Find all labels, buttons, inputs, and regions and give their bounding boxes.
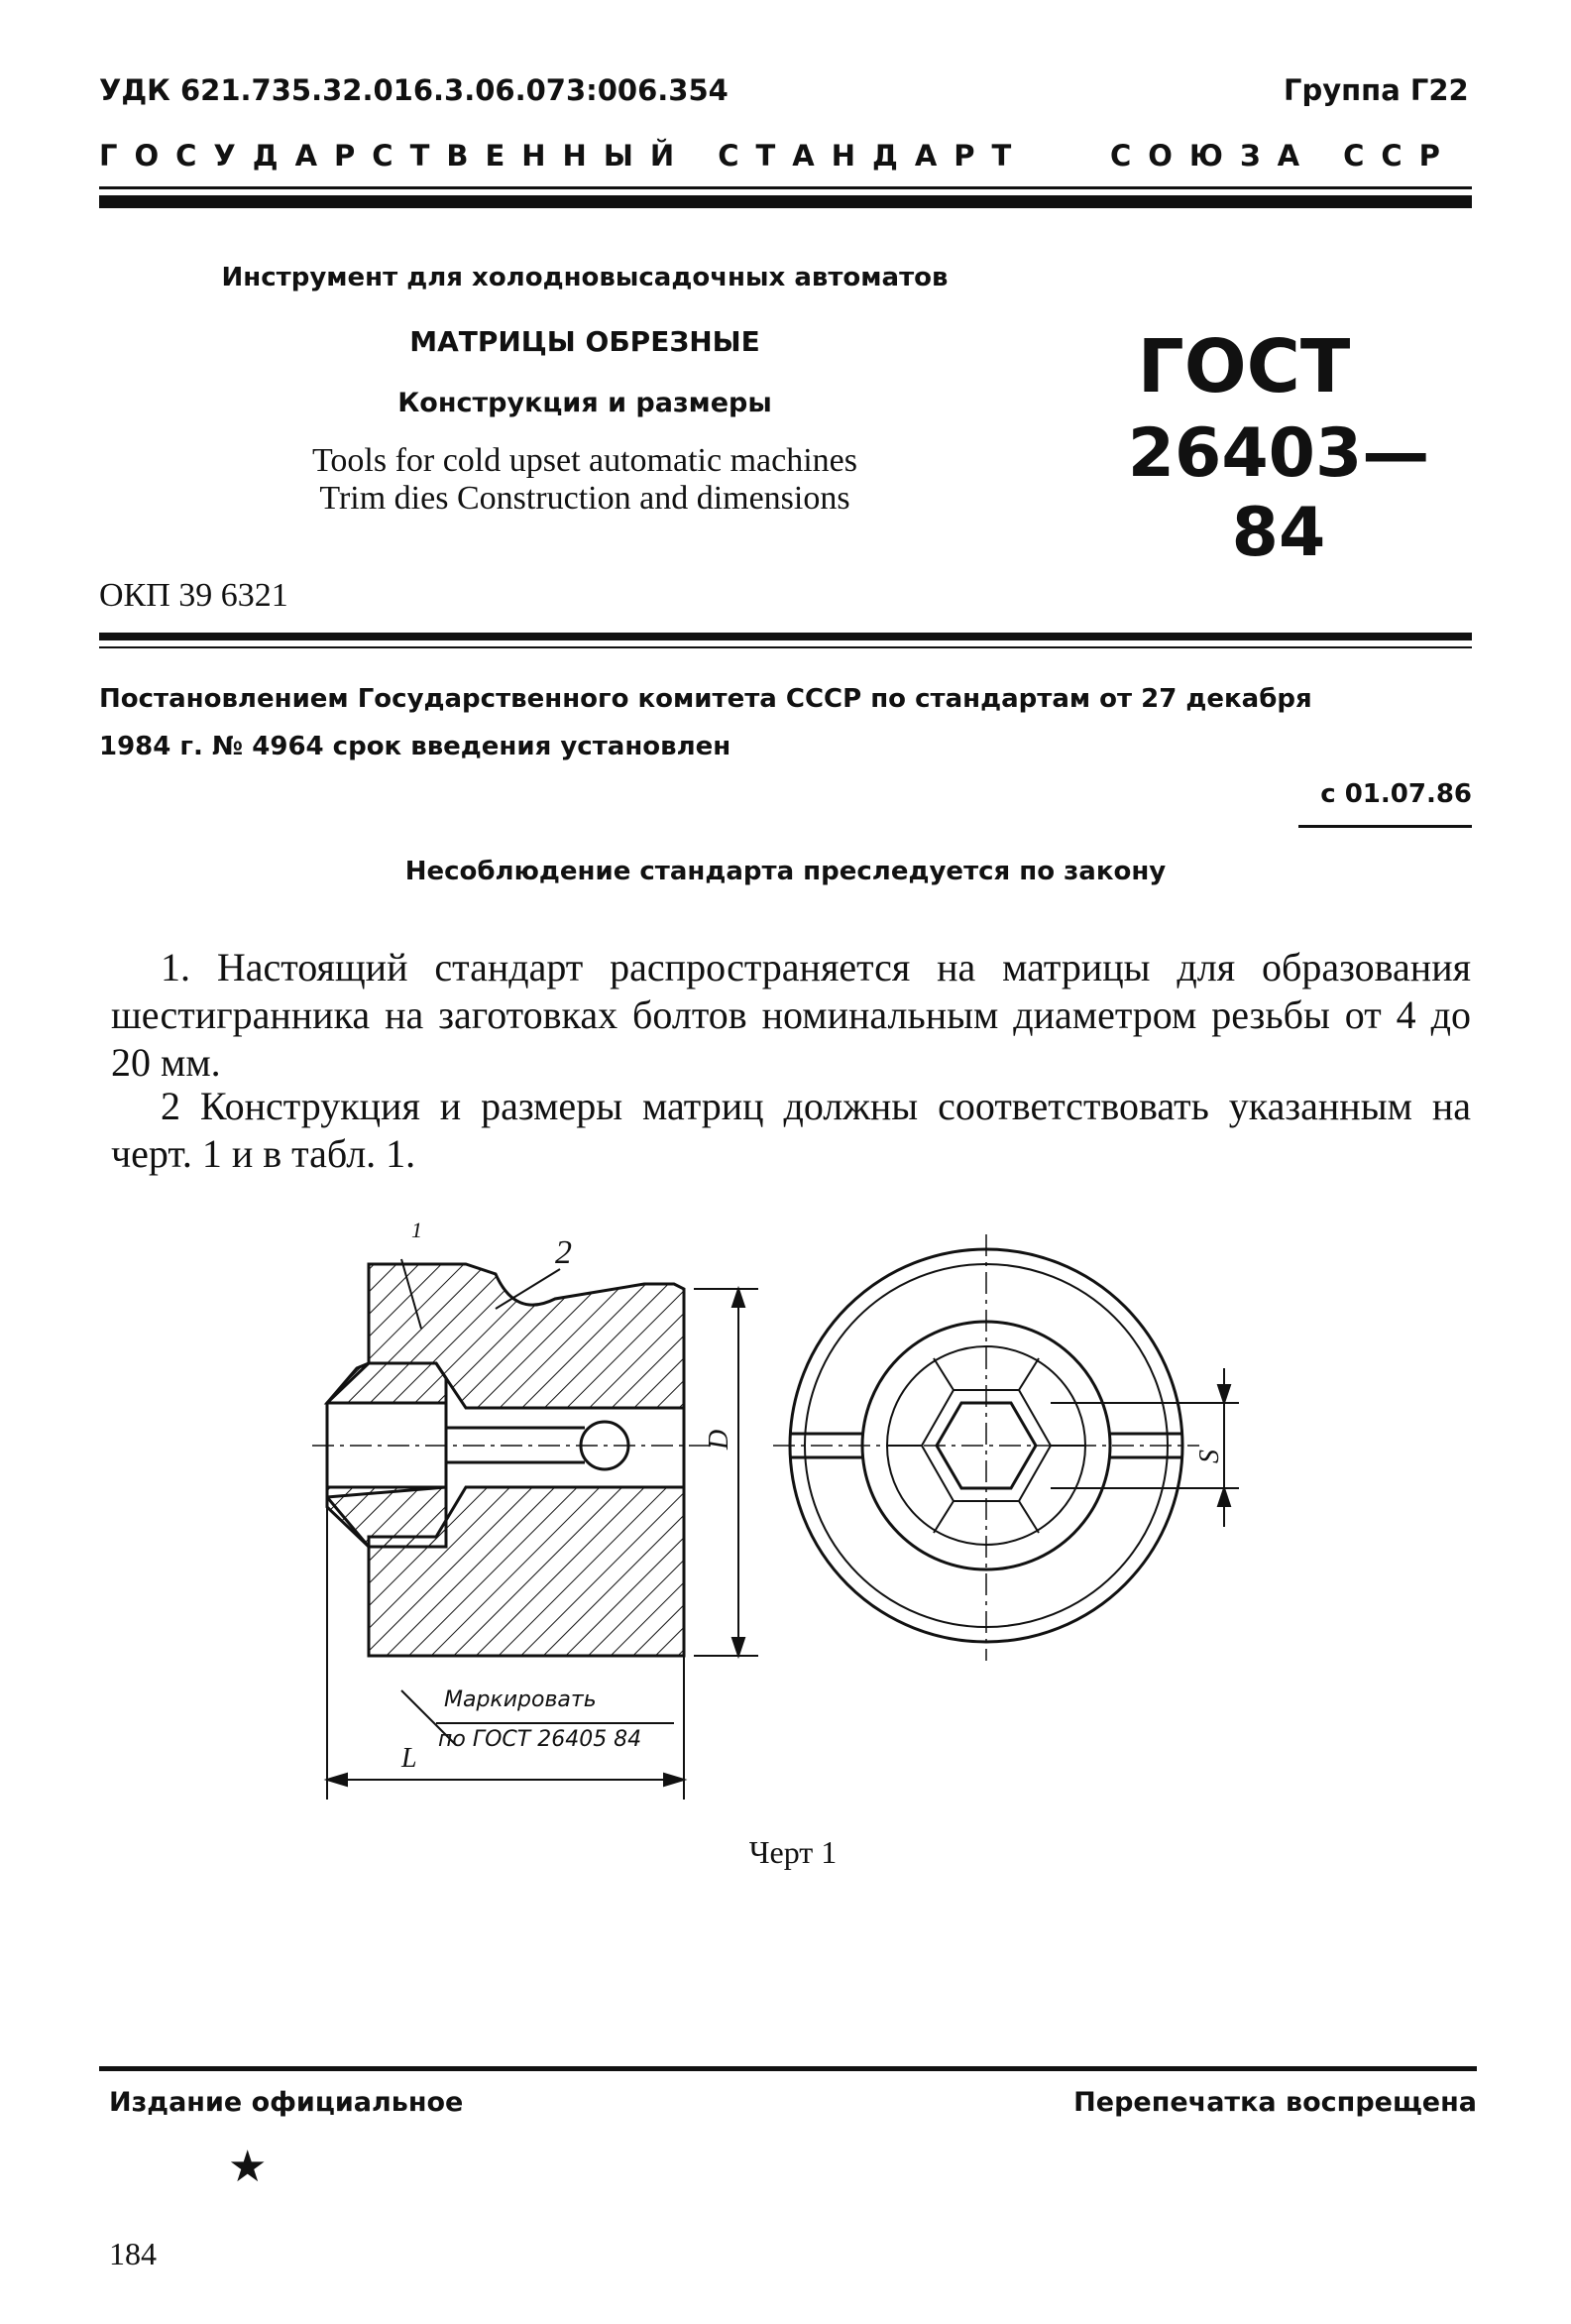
udk-code: УДК 621.735.32.016.3.06.073:006.354 [99, 73, 729, 107]
dimension-S-label: S [1194, 1450, 1225, 1463]
gost-number: 26403—84 [1127, 414, 1430, 572]
reprint-prohibited: Перепечатка воспрещена [1073, 2087, 1477, 2118]
paragraph-1: 1. Настоящий стандарт распространяется на матрицы для образования шестигранника на заготовках болтов номинальным диаметром резьбы от 4 до 20 мм. [111, 945, 1471, 1085]
footer-rule [99, 2066, 1477, 2071]
die-front-view [773, 1234, 1199, 1661]
dimension-L-label: L [401, 1743, 417, 1774]
callout-1-label: 1 [411, 1218, 422, 1242]
marking-note-line1: Маркировать [444, 1687, 597, 1712]
figure-caption: Черт 1 [748, 1834, 838, 1870]
dimension-S [1051, 1368, 1239, 1527]
callout-2-label: 2 [555, 1234, 572, 1271]
resolution-line1: Постановлением Государственного комитета СССР по стандартам от 27 декабря [99, 684, 1312, 714]
state-standard-right: СОЮЗА ССР [1110, 139, 1457, 173]
okp-code: ОКП 39 6321 [99, 577, 288, 614]
resolution-line2: 1984 г. № 4964 срок введения установлен [99, 732, 731, 761]
english-title-line2: Trim dies Construction and dimensions [319, 480, 850, 517]
die-section-view [312, 1264, 714, 1656]
page-number: 184 [109, 2236, 157, 2271]
upper-insert [327, 1363, 446, 1403]
official-edition: Издание официальное [109, 2087, 464, 2118]
warning-line: Несоблюдение стандарта преследуется по закону [404, 857, 1167, 886]
star-icon: ★ [228, 2142, 268, 2192]
dimension-D-label: D [704, 1429, 734, 1450]
document-subtitle: Конструкция и размеры [397, 388, 772, 418]
marking-note-line2: по ГОСТ 26405 84 [438, 1727, 642, 1752]
gost-label: ГОСТ [1137, 324, 1351, 409]
paragraph-2: 2 Конструкция и размеры матриц должны соответствовать указанным на черт. 1 и в табл. 1. [111, 1084, 1471, 1176]
english-title-line1: Tools for cold upset automatic machines [312, 442, 857, 479]
subject-line: Инструмент для холодновысадочных автоматов [221, 263, 949, 292]
document-title: МАТРИЦЫ ОБРЕЗНЫЕ [409, 325, 760, 358]
state-standard-left: ГОСУДАРСТВЕННЫЙ СТАНДАРТ [99, 139, 1029, 173]
introduction-date: с 01.07.86 [1320, 779, 1472, 809]
group-code: Группа Г22 [1284, 73, 1469, 107]
dimension-D [694, 1289, 758, 1656]
